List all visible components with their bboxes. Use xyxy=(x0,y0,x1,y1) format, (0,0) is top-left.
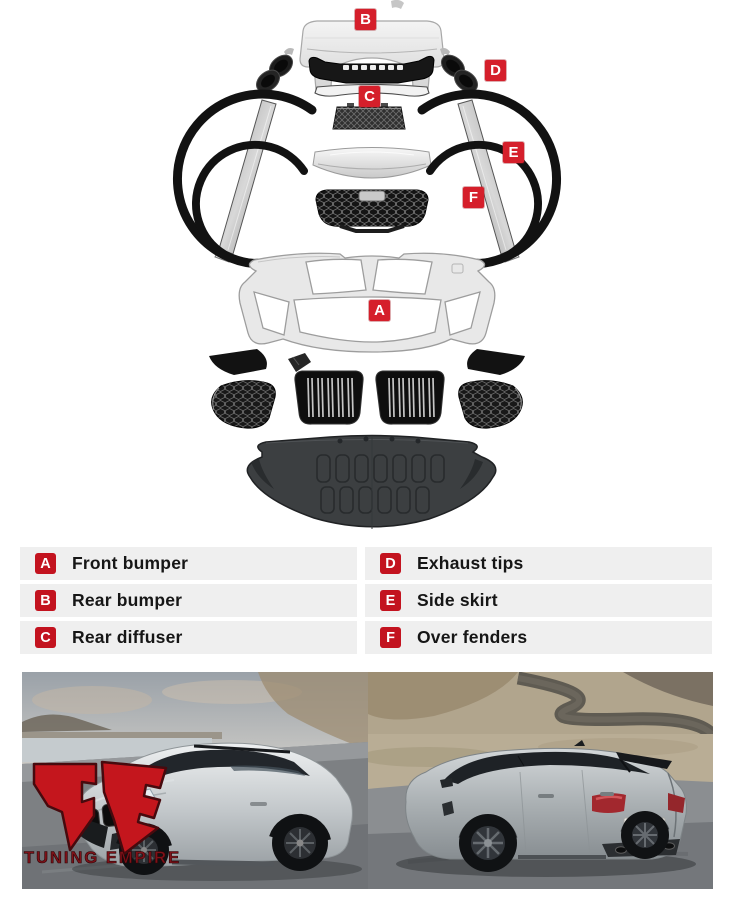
rear-view-illustration xyxy=(368,672,713,889)
legend-badge-b: B xyxy=(35,590,56,611)
legend-item-over-fenders xyxy=(365,621,712,654)
legend-badge-f: F xyxy=(380,627,401,648)
legend-item-rear-bumper xyxy=(20,584,357,617)
skid-plate-part xyxy=(247,436,495,530)
legend-item-front-bumper xyxy=(20,547,357,580)
bracket-part xyxy=(288,353,311,372)
legend-badge-d: D xyxy=(380,553,401,574)
legend-item-side-skirt xyxy=(365,584,712,617)
front-view-illustration xyxy=(22,672,368,889)
legend-badge-a: A xyxy=(35,553,56,574)
legend-label-exhaust-tips: Exhaust tips xyxy=(417,553,524,573)
legend-label-front-bumper: Front bumper xyxy=(72,553,189,573)
legend-label-over-fenders: Over fenders xyxy=(417,627,528,647)
diagram-marker-f: F xyxy=(463,187,484,208)
spoiler-blade-part xyxy=(313,148,431,179)
logo-wordmark: TUNING EMPIRE xyxy=(24,849,182,867)
exhaust-tips-part xyxy=(252,48,296,96)
diagram-marker-e: E xyxy=(503,142,524,163)
diagram-marker-a: A xyxy=(369,300,390,321)
legend-label-side-skirt: Side skirt xyxy=(417,590,498,610)
legend-item-exhaust-tips xyxy=(365,547,712,580)
legend-badge-c: C xyxy=(35,627,56,648)
diagram-marker-b: B xyxy=(355,9,376,30)
front-bumper-part xyxy=(239,253,495,352)
car-photos xyxy=(22,672,713,889)
legend-item-rear-diffuser xyxy=(20,621,357,654)
diagram-marker-d: D xyxy=(485,60,506,81)
legend-label-rear-diffuser: Rear diffuser xyxy=(72,627,183,647)
legend-label-rear-bumper: Rear bumper xyxy=(72,590,183,610)
front-grille-part xyxy=(316,190,428,231)
diagram-marker-c: C xyxy=(359,86,380,107)
bumper-clip xyxy=(391,0,404,9)
side-skirt-part xyxy=(215,100,276,262)
rear-view-photo xyxy=(368,672,713,889)
fog-bezel-part xyxy=(209,349,275,428)
parts-legend xyxy=(20,547,712,654)
kidney-grille-part xyxy=(295,371,363,424)
front-view-photo xyxy=(22,672,368,889)
legend-badge-e: E xyxy=(380,590,401,611)
